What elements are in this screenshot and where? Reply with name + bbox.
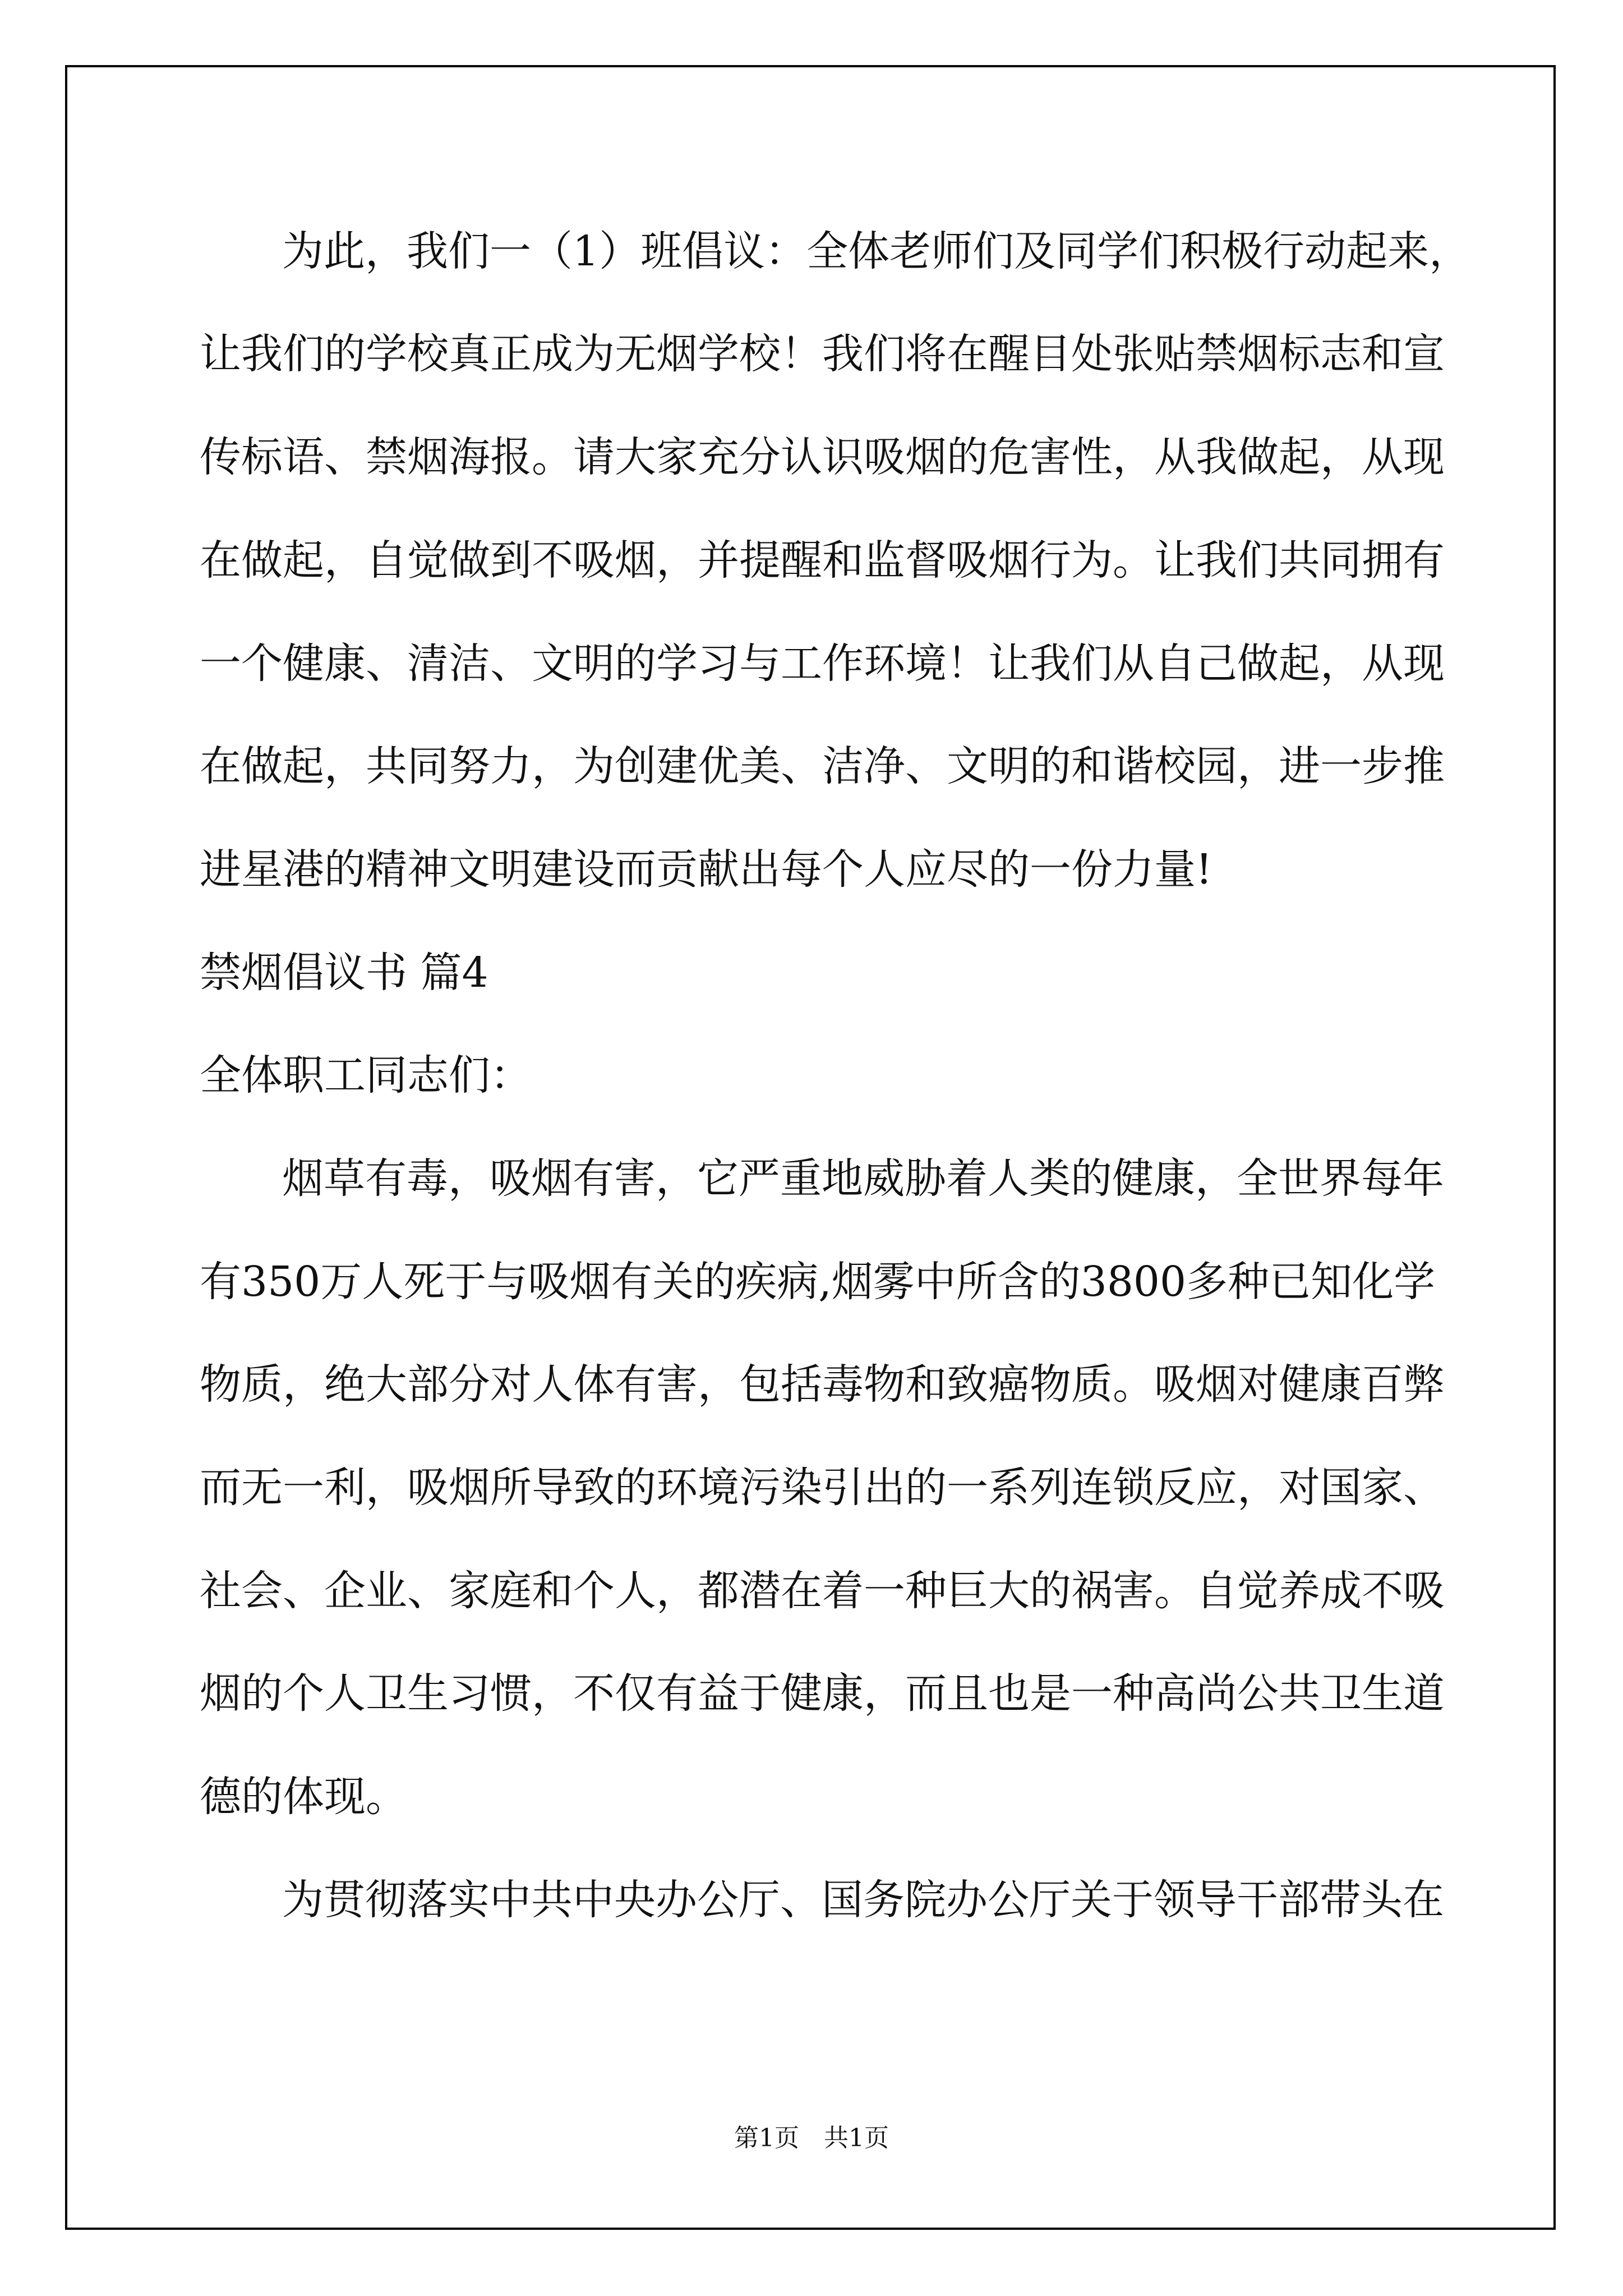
text-line: 进星港的精神文明建设而贡献出每个人应尽的一份力量! bbox=[200, 845, 1212, 894]
text-line: 物质，绝大部分对人体有害，包括毒物和致癌物质。吸烟对健康百弊 bbox=[200, 1360, 1445, 1409]
text-line: 社会、企业、家庭和个人，都潜在着一种巨大的祸害。自觉养成不吸 bbox=[200, 1567, 1445, 1615]
salutation: 全体职工同志们： bbox=[200, 1051, 532, 1099]
text-line: 烟草有毒，吸烟有害，它严重地威胁着人类的健康，全世界每年 bbox=[282, 1154, 1444, 1203]
text-line: 传标语、禁烟海报。请大家充分认识吸烟的危害性，从我做起，从现 bbox=[200, 433, 1445, 481]
text-line: 一个健康、清洁、文明的学习与工作环境！让我们从自己做起，从现 bbox=[200, 639, 1445, 688]
page-footer bbox=[0, 2122, 1623, 2155]
text-line: 让我们的学校真正成为无烟学校！我们将在醒目处张贴禁烟标志和宣 bbox=[200, 330, 1445, 378]
text-line: 为贯彻落实中共中央办公厅、国务院办公厅关于领导干部带头在 bbox=[282, 1876, 1444, 1924]
section-heading: 禁烟倡议书 篇4 bbox=[200, 949, 488, 997]
text-line: 德的体现。 bbox=[200, 1773, 407, 1821]
text-line: 在做起，共同努力，为创建优美、洁净、文明的和谐校园，进一步推 bbox=[200, 742, 1445, 790]
text-line: 有350万人死于与吸烟有关的疾病,烟雾中所含的3800多种已知化学 bbox=[200, 1258, 1436, 1306]
text-line: 为此，我们一（1）班倡议：全体老师们及同学们积极行动起来， bbox=[282, 227, 1471, 275]
text-line: 而无一利，吸烟所导致的环境污染引出的一系列连锁反应，对国家、 bbox=[200, 1464, 1445, 1512]
text-line: 烟的个人卫生习惯，不仅有益于健康，而且也是一种高尚公共卫生道 bbox=[200, 1669, 1445, 1718]
page-number: 第1页 bbox=[734, 2124, 799, 2152]
page-total: 共1页 bbox=[824, 2124, 889, 2152]
text-line: 在做起，自觉做到不吸烟，并提醒和监督吸烟行为。让我们共同拥有 bbox=[200, 536, 1445, 585]
